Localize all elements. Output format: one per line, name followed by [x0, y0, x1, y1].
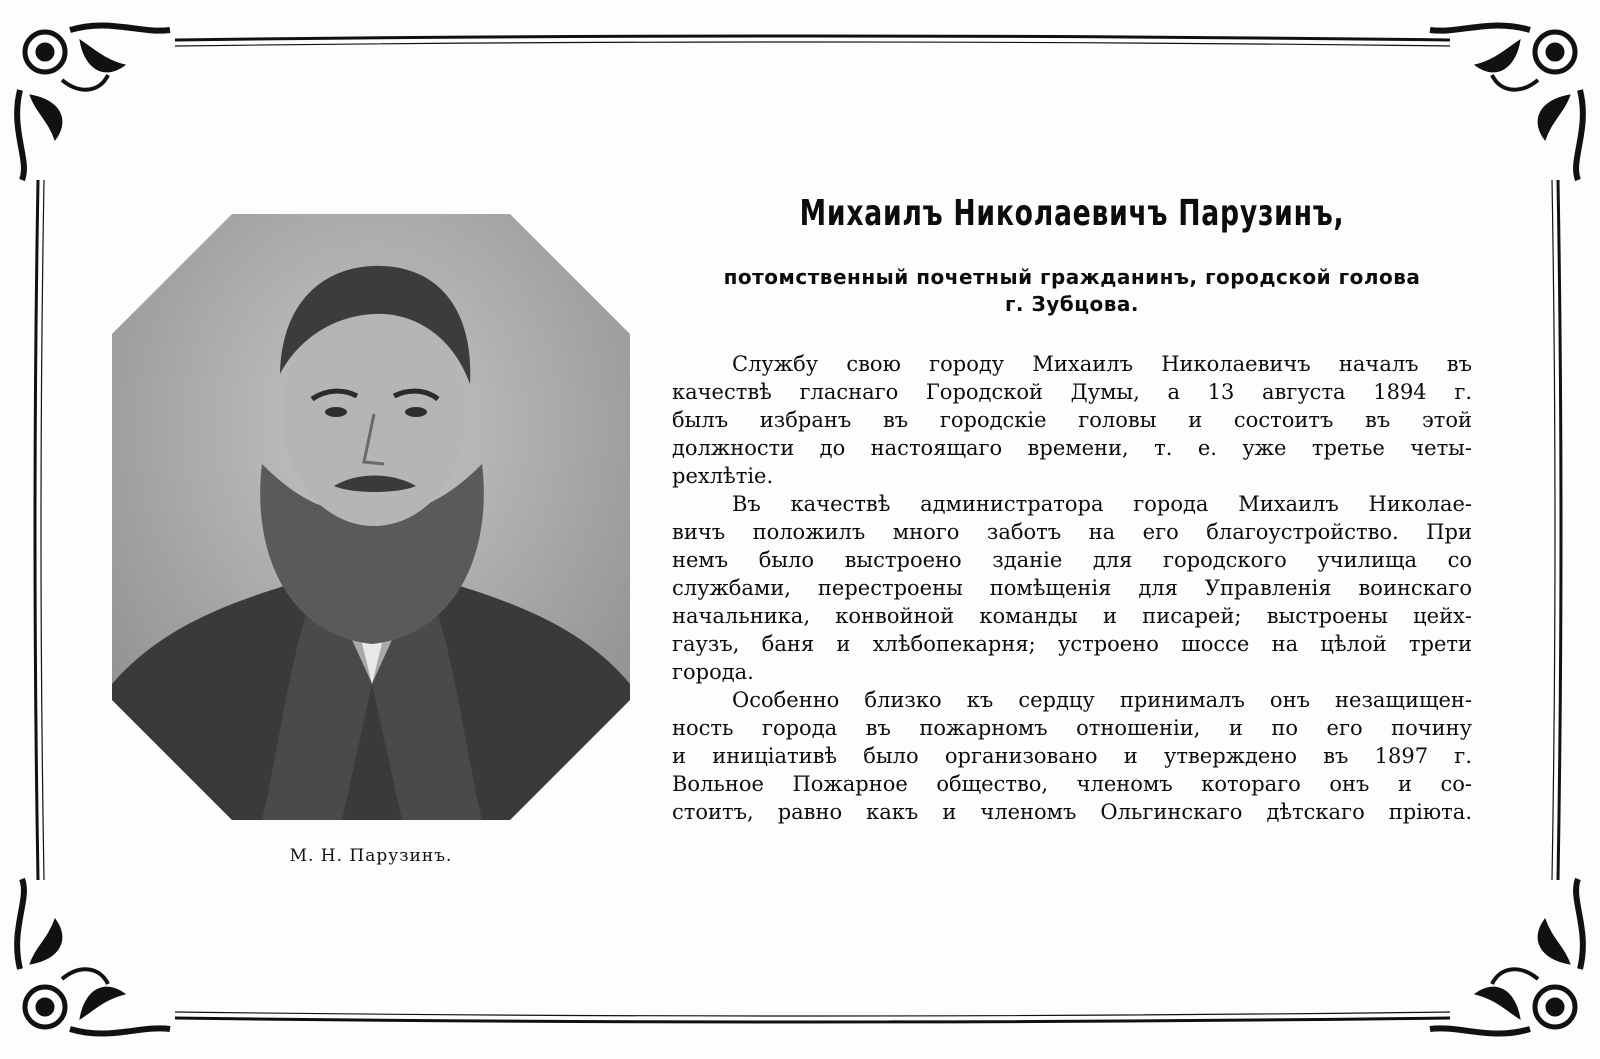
text-line: Въ качествѣ администратора города Михаилъ Николае- — [732, 492, 1472, 516]
portrait-photo — [112, 214, 630, 820]
corner-ornament-bottom-right — [1430, 879, 1583, 1034]
text-line: должности до настоящаго времени, т. е. уже третье четы- — [672, 436, 1472, 460]
text-line: рехлѣтіе. — [672, 464, 774, 488]
text-line: качествѣ гласнаго Городской Думы, а 13 августа 1894 г. — [672, 380, 1472, 404]
text-line: города. — [672, 660, 754, 684]
text-line: вичъ положилъ много заботъ на его благоустройство. При — [672, 520, 1472, 544]
text-line: стоитъ, равно какъ и членомъ Ольгинскаго дѣтскаго пріюта. — [672, 800, 1472, 824]
article-title: Михаилъ Николаевичъ Парузинъ, — [799, 193, 1345, 234]
corner-ornament-top-right — [1430, 25, 1583, 180]
paragraph-1 — [672, 350, 1472, 490]
text-line: ность города въ пожарномъ отношеніи, и по его почину — [672, 716, 1472, 740]
paragraph-2 — [672, 490, 1472, 686]
corner-ornament-top-left — [17, 25, 170, 180]
article-body — [672, 190, 1472, 826]
text-line: Службу свою городу Михаилъ Николаевичъ началъ въ — [732, 352, 1472, 376]
article-subtitle — [672, 264, 1472, 318]
text-line: немъ было выстроено зданіе для городского училища со — [672, 548, 1472, 572]
subtitle-line: потомственный почетный гражданинъ, городской голова — [723, 265, 1421, 289]
text-line: Вольное Пожарное общество, членомъ котораго онъ и со- — [672, 772, 1472, 796]
text-line: гаузъ, баня и хлѣбопекарня; устроено шоссе на цѣлой трети — [672, 632, 1472, 656]
portrait-caption: М. Н. Парузинъ. — [289, 846, 453, 866]
paragraph-3 — [672, 686, 1472, 826]
text-line: былъ избранъ въ городскіе головы и состоитъ въ этой — [672, 408, 1472, 432]
text-line: и иниціативѣ было организовано и утверждено въ 1897 г. — [672, 744, 1472, 768]
text-line: начальника, конвойной команды и писарей; выстроены цейх- — [672, 604, 1472, 628]
corner-ornament-bottom-left — [17, 879, 170, 1034]
text-line: Особенно близко къ сердцу принималъ онъ незащищен- — [732, 688, 1472, 712]
subtitle-line: г. Зубцова. — [1004, 292, 1140, 316]
text-line: службами, перестроены помѣщенія для Управленія воинскаго — [672, 576, 1472, 600]
